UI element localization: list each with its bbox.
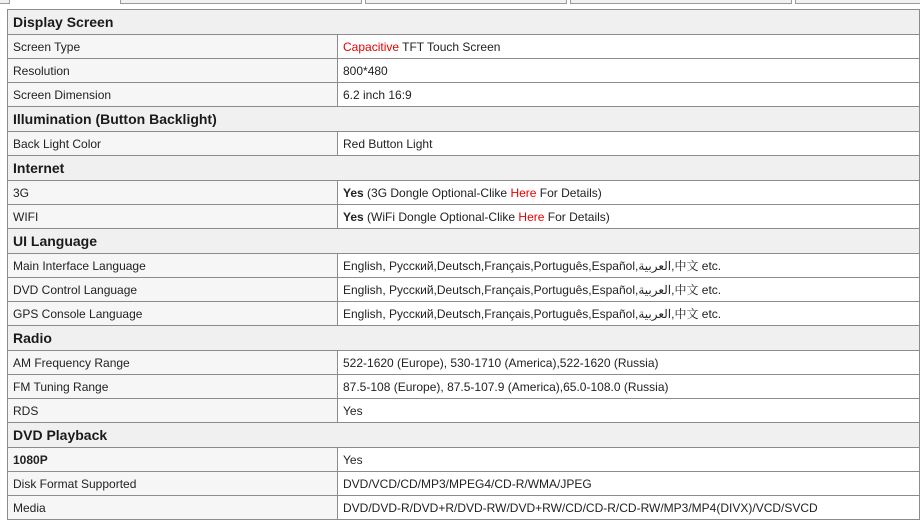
spec-label: Media — [8, 496, 338, 520]
top-strip — [0, 0, 920, 8]
spec-label: DVD Control Language — [8, 278, 338, 302]
section-radio — [8, 326, 920, 351]
table-row — [8, 132, 920, 156]
section-title: UI Language — [8, 229, 920, 254]
spec-value: Yes — [338, 448, 920, 472]
section-internet — [8, 156, 920, 181]
value-text: (WiFi Dongle Optional-Clike — [363, 209, 519, 224]
highlight-text: Capacitive — [343, 39, 400, 54]
table-row — [8, 448, 920, 472]
table-row — [8, 472, 920, 496]
yes-text: Yes — [343, 185, 364, 200]
spec-value: 800*480 — [338, 59, 920, 83]
table-row — [8, 375, 920, 399]
spec-value — [338, 205, 920, 229]
spec-value: DVD/VCD/CD/MP3/MPEG4/CD-R/WMA/JPEG — [338, 472, 920, 496]
spec-value: Yes — [338, 399, 920, 423]
section-ui-language — [8, 229, 920, 254]
table-row — [8, 59, 920, 83]
spec-value: 87.5-108 (Europe), 87.5-107.9 (America),65.0-108.0 (Russia) — [338, 375, 920, 399]
table-row — [8, 181, 920, 205]
spec-value: English, Русский,Deutsch,Français,Português,Español,العربية,中文 etc. — [338, 302, 920, 326]
section-illumination — [8, 107, 920, 132]
spec-label: 3G — [8, 181, 338, 205]
section-title: Radio — [8, 326, 920, 351]
spec-value: Red Button Light — [338, 132, 920, 156]
section-display-screen — [8, 10, 920, 35]
spec-value: English, Русский,Deutsch,Français,Português,Español,العربية,中文 etc. — [338, 254, 920, 278]
table-row — [8, 83, 920, 107]
section-title: Internet — [8, 156, 920, 181]
spec-label: Resolution — [8, 59, 338, 83]
spec-label: Disk Format Supported — [8, 472, 338, 496]
spec-label: Screen Type — [8, 35, 338, 59]
yes-text: Yes — [343, 209, 364, 224]
table-row — [8, 35, 920, 59]
value-text: TFT Touch Screen — [399, 39, 501, 54]
spec-label: Main Interface Language — [8, 254, 338, 278]
here-link[interactable]: Here — [518, 209, 545, 224]
section-title: DVD Playback — [8, 423, 920, 448]
spec-table — [7, 9, 920, 520]
table-row — [8, 302, 920, 326]
table-row — [8, 254, 920, 278]
spec-label: Back Light Color — [8, 132, 338, 156]
spec-label: GPS Console Language — [8, 302, 338, 326]
table-row — [8, 351, 920, 375]
spec-value: English, Русский,Deutsch,Français,Português,Español,العربية,中文 etc. — [338, 278, 920, 302]
table-row — [8, 278, 920, 302]
table-row — [8, 496, 920, 520]
spec-label: WIFI — [8, 205, 338, 229]
value-text: For Details) — [536, 185, 602, 200]
spec-label: 1080P — [8, 448, 338, 472]
section-dvd-playback — [8, 423, 920, 448]
spec-value — [338, 35, 920, 59]
spec-value: 522-1620 (Europe), 530-1710 (America),522-1620 (Russia) — [338, 351, 920, 375]
spec-value: DVD/DVD-R/DVD+R/DVD-RW/DVD+RW/CD/CD-R/CD-RW/MP3/MP4(DIVX)/VCD/SVCD — [338, 496, 920, 520]
here-link[interactable]: Here — [510, 185, 537, 200]
value-text: For Details) — [544, 209, 610, 224]
section-title: Display Screen — [8, 10, 920, 35]
spec-label: FM Tuning Range — [8, 375, 338, 399]
spec-label: AM Frequency Range — [8, 351, 338, 375]
section-title: Illumination (Button Backlight) — [8, 107, 920, 132]
spec-label: RDS — [8, 399, 338, 423]
table-row — [8, 205, 920, 229]
spec-label: Screen Dimension — [8, 83, 338, 107]
table-row — [8, 399, 920, 423]
value-text: (3G Dongle Optional-Clike — [363, 185, 511, 200]
spec-value — [338, 181, 920, 205]
spec-value: 6.2 inch 16:9 — [338, 83, 920, 107]
